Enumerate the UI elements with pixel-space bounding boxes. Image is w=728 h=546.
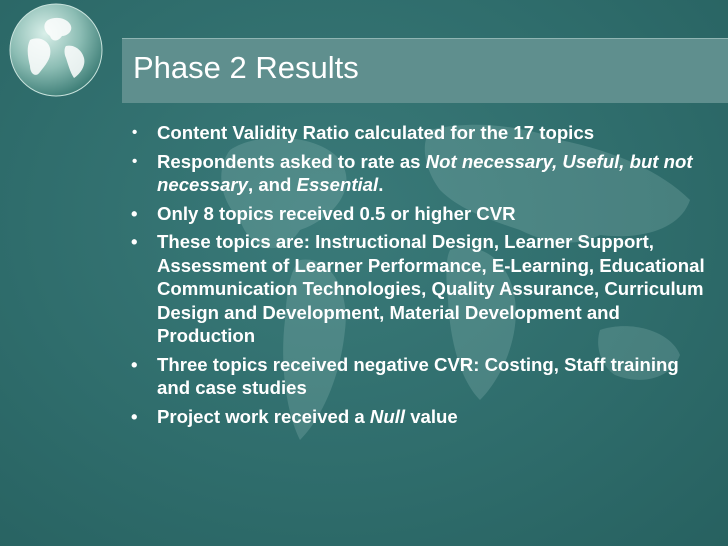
bullet-item (131, 230, 706, 348)
bullet-text: . (378, 174, 384, 195)
bullet-text: Three topics received negative CVR: Costing, Staff training and case studies (157, 353, 679, 398)
bullet-item (131, 405, 706, 429)
bullet-text: These topics are: Instructional Design, Learner Support, Assessment of Learner Performance, E-Learning, Educational Communication Technologies, Quality Assurance, Curriculum Design and Development, Material Development and Production (157, 231, 705, 346)
bullet-text-italic: Not necessary, Useful, but not necessary (157, 150, 693, 195)
bullet-text-italic: Null (369, 405, 406, 427)
bullet-text: Respondents asked to rate as (157, 150, 426, 172)
bullet-marker: • (131, 231, 138, 252)
globe-icon (8, 2, 104, 98)
bullet-item (131, 150, 706, 197)
bullet-item (131, 121, 706, 145)
bullet-marker: • (131, 405, 138, 427)
bullet-marker: • (132, 152, 138, 170)
bullet-item (131, 353, 706, 400)
bullet-item (131, 202, 706, 226)
bullet-marker: • (131, 353, 138, 375)
bullet-list (131, 121, 706, 433)
bullet-text-italic: Essential (296, 174, 379, 195)
slide-title: Phase 2 Results (133, 50, 359, 85)
bullet-text: Content Validity Ratio calculated for the 17 topics (157, 122, 595, 143)
bullet-marker: • (131, 202, 138, 224)
bullet-text: Only 8 topics received 0.5 or higher CVR (157, 202, 516, 224)
bullet-text: value (405, 405, 458, 427)
bullet-text: Project work received a (157, 405, 370, 427)
bullet-text: , and (247, 174, 297, 195)
bullet-marker: • (132, 124, 138, 141)
